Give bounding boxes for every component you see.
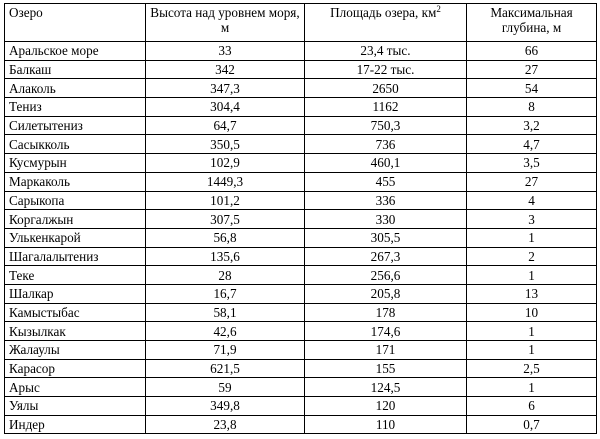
table-row — [5, 191, 597, 210]
header-area — [305, 4, 467, 42]
depth-cell: 4 — [467, 191, 597, 210]
lake-name-cell: Шалкар — [5, 284, 146, 303]
header-area-superscript: 2 — [436, 4, 441, 14]
depth-cell: 1 — [467, 266, 597, 285]
table-row — [5, 116, 597, 135]
depth-cell: 54 — [467, 79, 597, 98]
area-cell: 1162 — [305, 98, 467, 117]
lake-name-cell: Сасыкколь — [5, 135, 146, 154]
depth-cell: 1 — [467, 228, 597, 247]
depth-cell: 1 — [467, 341, 597, 360]
lake-name-cell: Кусмурын — [5, 154, 146, 173]
area-cell: 267,3 — [305, 247, 467, 266]
altitude-cell: 102,9 — [146, 154, 305, 173]
table-body — [5, 42, 597, 434]
altitude-cell: 347,3 — [146, 79, 305, 98]
table-row — [5, 154, 597, 173]
table-row — [5, 172, 597, 191]
lake-name-cell: Улькенкарой — [5, 228, 146, 247]
lake-name-cell: Сарыкопа — [5, 191, 146, 210]
area-cell: 2650 — [305, 79, 467, 98]
table-row — [5, 228, 597, 247]
table-row — [5, 378, 597, 397]
depth-cell: 27 — [467, 172, 597, 191]
lake-name-cell: Аральское море — [5, 42, 146, 61]
altitude-cell: 101,2 — [146, 191, 305, 210]
area-cell: 171 — [305, 341, 467, 360]
area-cell: 17-22 тыс. — [305, 60, 467, 79]
area-cell: 110 — [305, 415, 467, 434]
lake-name-cell: Кызылкак — [5, 322, 146, 341]
table-row — [5, 284, 597, 303]
table-row — [5, 415, 597, 434]
depth-cell: 10 — [467, 303, 597, 322]
table-row — [5, 79, 597, 98]
altitude-cell: 56,8 — [146, 228, 305, 247]
lake-name-cell: Шагалалытениз — [5, 247, 146, 266]
depth-cell: 3,2 — [467, 116, 597, 135]
table-row — [5, 98, 597, 117]
lake-name-cell: Балкаш — [5, 60, 146, 79]
depth-cell: 4,7 — [467, 135, 597, 154]
lake-name-cell: Жалаулы — [5, 341, 146, 360]
table-row — [5, 266, 597, 285]
table-row — [5, 42, 597, 61]
altitude-cell: 42,6 — [146, 322, 305, 341]
altitude-cell: 307,5 — [146, 210, 305, 229]
area-cell: 256,6 — [305, 266, 467, 285]
depth-cell: 1 — [467, 378, 597, 397]
altitude-cell: 135,6 — [146, 247, 305, 266]
lake-name-cell: Коргалжын — [5, 210, 146, 229]
area-cell: 178 — [305, 303, 467, 322]
header-depth: Максимальная глубина, м — [467, 4, 597, 42]
lake-name-cell: Силетытениз — [5, 116, 146, 135]
depth-cell: 27 — [467, 60, 597, 79]
header-area-text: Площадь озера, км — [330, 5, 437, 20]
altitude-cell: 349,8 — [146, 397, 305, 416]
lakes-table — [4, 3, 597, 434]
table-row — [5, 322, 597, 341]
depth-cell: 1 — [467, 322, 597, 341]
table-row — [5, 341, 597, 360]
depth-cell: 13 — [467, 284, 597, 303]
altitude-cell: 23,8 — [146, 415, 305, 434]
altitude-cell: 33 — [146, 42, 305, 61]
area-cell: 155 — [305, 359, 467, 378]
area-cell: 455 — [305, 172, 467, 191]
lake-name-cell: Арыс — [5, 378, 146, 397]
lake-name-cell: Камыстыбас — [5, 303, 146, 322]
altitude-cell: 16,7 — [146, 284, 305, 303]
header-altitude: Высота над уровнем моря, м — [146, 4, 305, 42]
area-cell: 736 — [305, 135, 467, 154]
depth-cell: 6 — [467, 397, 597, 416]
altitude-cell: 64,7 — [146, 116, 305, 135]
lake-name-cell: Маркаколь — [5, 172, 146, 191]
table-row — [5, 397, 597, 416]
area-cell: 174,6 — [305, 322, 467, 341]
altitude-cell: 1449,3 — [146, 172, 305, 191]
area-cell: 120 — [305, 397, 467, 416]
area-cell: 336 — [305, 191, 467, 210]
area-cell: 205,8 — [305, 284, 467, 303]
lake-name-cell: Теке — [5, 266, 146, 285]
altitude-cell: 71,9 — [146, 341, 305, 360]
depth-cell: 66 — [467, 42, 597, 61]
header-lake: Озеро — [5, 4, 146, 42]
table-row — [5, 210, 597, 229]
lake-name-cell: Уялы — [5, 397, 146, 416]
altitude-cell: 342 — [146, 60, 305, 79]
depth-cell: 3,5 — [467, 154, 597, 173]
altitude-cell: 304,4 — [146, 98, 305, 117]
altitude-cell: 621,5 — [146, 359, 305, 378]
table-row — [5, 247, 597, 266]
depth-cell: 2,5 — [467, 359, 597, 378]
table-header — [5, 4, 597, 42]
lake-name-cell: Алаколь — [5, 79, 146, 98]
depth-cell: 0,7 — [467, 415, 597, 434]
lake-name-cell: Карасор — [5, 359, 146, 378]
lake-name-cell: Индер — [5, 415, 146, 434]
header-row — [5, 4, 597, 42]
area-cell: 750,3 — [305, 116, 467, 135]
table-row — [5, 359, 597, 378]
area-cell: 124,5 — [305, 378, 467, 397]
area-cell: 460,1 — [305, 154, 467, 173]
altitude-cell: 350,5 — [146, 135, 305, 154]
area-cell: 330 — [305, 210, 467, 229]
lake-name-cell: Тениз — [5, 98, 146, 117]
depth-cell: 2 — [467, 247, 597, 266]
area-cell: 305,5 — [305, 228, 467, 247]
table-row — [5, 303, 597, 322]
depth-cell: 8 — [467, 98, 597, 117]
altitude-cell: 58,1 — [146, 303, 305, 322]
depth-cell: 3 — [467, 210, 597, 229]
table-row — [5, 135, 597, 154]
altitude-cell: 59 — [146, 378, 305, 397]
altitude-cell: 28 — [146, 266, 305, 285]
table-row — [5, 60, 597, 79]
area-cell: 23,4 тыс. — [305, 42, 467, 61]
